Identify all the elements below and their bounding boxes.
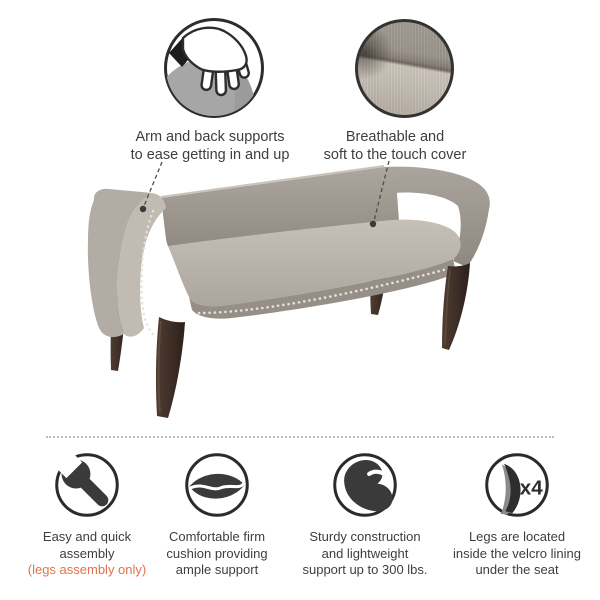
feature-legs-line2: inside the velcro lining xyxy=(453,545,581,561)
callout-arm-back-line1: Arm and back supports xyxy=(135,129,285,145)
hand-on-armrest-icon xyxy=(161,15,267,121)
feature-legs-caption xyxy=(442,529,592,579)
feature-sturdy-line2: and lightweight xyxy=(321,545,409,561)
fabric-closeup-icon xyxy=(355,19,454,118)
feature-sturdy xyxy=(290,452,440,579)
bench-product-image xyxy=(40,150,560,440)
feature-assembly-line1: Easy and quick xyxy=(42,529,132,544)
feature-cushion-line1: Comfortable firm xyxy=(168,529,266,544)
callout-arm-back-line2: to ease getting in and up xyxy=(130,147,290,163)
feature-sturdy-line1: Sturdy construction xyxy=(309,529,421,544)
feature-sturdy-caption xyxy=(290,529,440,579)
feature-cushion-line2: cushion providing xyxy=(166,545,268,561)
wrench-icon xyxy=(54,452,120,518)
cushion-icon xyxy=(184,452,250,518)
feature-cushion-caption xyxy=(142,529,292,579)
callout-fabric-line2: soft to the touch cover xyxy=(323,147,467,163)
feature-cushion xyxy=(142,452,292,579)
feature-assembly-note: (legs assembly only) xyxy=(27,562,147,577)
leg-count-badge: x4 xyxy=(519,476,543,500)
feature-cushion-line3: ample support xyxy=(175,562,259,577)
callout-fabric-line1: Breathable and xyxy=(345,129,445,145)
feature-assembly-line2: assembly xyxy=(59,545,115,561)
muscle-icon xyxy=(332,452,398,518)
leg-icon xyxy=(484,452,550,518)
feature-legs-line1: Legs are located xyxy=(468,529,566,544)
feature-sturdy-line3: support up to 300 lbs. xyxy=(302,562,428,577)
feature-assembly-caption xyxy=(12,529,162,579)
feature-legs-line3: under the seat xyxy=(475,562,559,577)
dotted-divider xyxy=(46,436,554,438)
feature-assembly xyxy=(12,452,162,579)
feature-legs xyxy=(442,452,592,579)
